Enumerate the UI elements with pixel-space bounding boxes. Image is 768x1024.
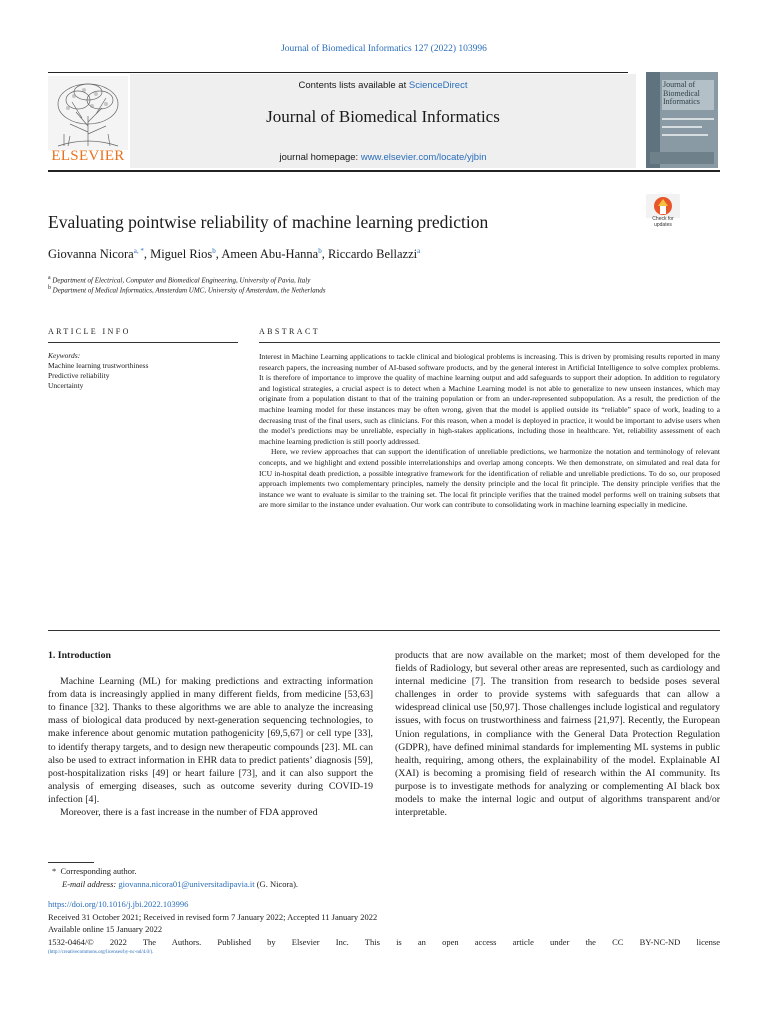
affiliation-text: Department of Electrical, Computer and Biomedical Engineering, University of Pavia, Italy xyxy=(52,276,311,285)
license-text: 1532-0464/© 2022 The Authors. Published by Elsevier Inc. This is an open access article under the CC BY-NC-ND license xyxy=(48,937,720,947)
body-paragraph: products that are now available on the market; most of them developed for the fields of Radiology, but several other areas are represented, such as cardiology and internal medicine [7]. The transition from research to bedside poses several challenges in order to provide systems with safeguards that can allow a widespread clinical use [50,97]. Those challenges include logistical and regulatory issues, with focus on trustworthiness and fairness [21,97]. Recently, the European Union regulations, in compliance with the General Data Protection Regulation (GDPR), have defined minimal standards for implementing ML systems in public health, requiring, among others, the explainability of the model. Explainable AI (XAI) is becoming a promising field of research within the AI community. Its purpose is to investigate methods for analyzing or complementing AI black box models to make the internal logic and output of algorithms transparent and/or interpretable. xyxy=(395,650,720,819)
abstract-bottom-rule xyxy=(48,630,720,631)
doi-link[interactable]: https://doi.org/10.1016/j.jbi.2022.103996 xyxy=(48,899,189,909)
keyword: Machine learning trustworthiness xyxy=(48,361,149,370)
body-right-column xyxy=(395,649,720,819)
author-affiliation-marker[interactable]: a, * xyxy=(133,247,144,255)
homepage-prefix: journal homepage: xyxy=(279,152,361,163)
affiliation xyxy=(48,275,310,284)
cover-title-line-2: Biomedical xyxy=(663,88,700,98)
email-label: E-mail address: xyxy=(62,879,119,889)
affiliation-text: Department of Medical Informatics, Amsterdam UMC, University of Amsterdam, the Netherlands xyxy=(52,286,326,295)
corresponding-author-note xyxy=(52,865,137,877)
abstract-body xyxy=(259,352,720,511)
available-online: Available online 15 January 2022 xyxy=(48,924,163,934)
email-note xyxy=(62,878,298,890)
elsevier-wordmark: ELSEVIER xyxy=(51,148,125,164)
abstract-rule xyxy=(259,342,720,343)
keyword: Predictive reliability xyxy=(48,371,110,380)
keyword: Uncertainty xyxy=(48,381,84,390)
homepage-link[interactable]: www.elsevier.com/locate/yjbin xyxy=(360,152,487,163)
asterisk-marker: * xyxy=(52,866,57,876)
author-affiliation-marker[interactable]: b xyxy=(212,247,216,255)
journal-cover[interactable] xyxy=(646,72,718,168)
author-affiliation-marker[interactable]: b xyxy=(318,247,322,255)
body-left-column xyxy=(48,649,373,819)
received-dates: Received 31 October 2021; Received in revised form 7 January 2022; Accepted 11 January 2022 xyxy=(48,912,378,922)
affiliation-marker: b xyxy=(48,285,51,291)
abstract-paragraph: Here, we review approaches that can support the identification of unreliable predictions, we harmonize the notation and terminology of relevant concepts, and we highlight and extend possible interrelationships and overlap among concepts. We then demonstrate, on simulated and real data for ICU in-hospital death prediction, a possible integrative framework for the identification of reliable and unreliable predictions. To do so, our proposed approach implements two complementary principles, namely the density principle and the local fit principle. The density principle verifies that the instance we want to evaluate is similar to the training set. The local fit principle verifies that the trained model performs well on training subsets that are more similar to the instance under evaluation. Our work can contribute to consolidating work in machine learning especially in medicine. xyxy=(259,447,720,510)
author-affiliation-marker[interactable]: a xyxy=(417,247,421,255)
header-top-rule xyxy=(48,72,628,73)
affiliation-marker: a xyxy=(48,275,51,281)
contents-line xyxy=(130,80,636,91)
author-name: Riccardo Bellazzi xyxy=(327,247,418,262)
license-link[interactable]: (http://creativecommons.org/licenses/by-nc-nd/4.0/). xyxy=(48,950,154,955)
sciencedirect-link[interactable]: ScienceDirect xyxy=(408,80,468,91)
footnote-rule xyxy=(48,862,94,863)
journal-homepage xyxy=(130,152,636,163)
body-paragraph: Machine Learning (ML) for making predictions and extracting information from data is increasingly applied in many different fields, from medicine [53,63] to finance [32]. Thanks to these algorithms we are able to analyze the increasing mass of biological data produced by next-generation sequencing technologies, to make inference about genomic mutation pathogenicity [69,5,67] or cell type [33], to identify therapy targets, and to design new therapeutic compounds [23]. ML can also be used to extract information in EHR data to predict patients’ diagnosis [59], post-hospitalization risks [49] or heart failure [73], and it can also support the analysis of emerging diseases, such as outcome severity during COVID-19 infection [4]. xyxy=(48,676,373,805)
contents-prefix: Contents lists available at xyxy=(298,80,409,91)
corresponding-author-text: Corresponding author. xyxy=(60,866,137,876)
article-title: Evaluating pointwise reliability of machine learning prediction xyxy=(48,212,489,232)
article-info-rule xyxy=(48,342,238,343)
abstract-paragraph: Interest in Machine Learning applications to tackle clinical and biological problems is increasing. This is driven by promising results reported in many research papers, the increasing number of AI-based software products, and by the general interest in Artificial Intelligence to solve complex problems. It is therefore of importance to improve the quality of machine learning output and add safeguards to support their adoption. In addition to regulatory and logistical strategies, a crucial aspect is to detect when a Machine Learning model is not able to generalize to new unseen instances, which may originate from a population distant to that of the training population or from an under-represented subpopulation. As a result, the prediction of the machine learning model for these instances may be often wrong, given that the model is applied outside its “reliable” space of work, leading to a decreasing trust of the final users, such as clinicians. For this reason, when a model is deployed in practice, it would be important to advise users when the model’s predictions may be unreliable, especially in high-stakes applications, including those in healthcare. Yet, reliability assessment of each machine learning prediction is still poorly addressed. xyxy=(259,352,720,446)
journal-title: Journal of Biomedical Informatics xyxy=(266,107,500,126)
body-paragraph: Moreover, there is a fast increase in the number of FDA approved xyxy=(60,807,318,819)
journal-citation[interactable]: Journal of Biomedical Informatics 127 (2022) 103996 xyxy=(281,44,487,54)
email-suffix: (G. Nicora). xyxy=(254,879,299,889)
abstract-heading: ABSTRACT xyxy=(259,327,320,336)
affiliation xyxy=(48,285,325,294)
author-name: Miguel Rios xyxy=(150,247,213,262)
keywords-label: Keywords: xyxy=(48,351,81,360)
check-updates-label: Check for updates xyxy=(652,216,674,228)
author-name: Ameen Abu-Hanna xyxy=(221,247,319,262)
keywords-block xyxy=(48,351,238,391)
email-link[interactable]: giovanna.nicora01@universitadipavia.it xyxy=(118,879,255,889)
header-bottom-rule xyxy=(48,170,720,172)
check-for-updates-badge[interactable] xyxy=(646,194,680,230)
author-list: Giovanna Nicora$^{a, *}$, Miguel Rios$^b$, Ameen Abu-Hanna$^b$, Riccardo Bellazzi$^a$ xyxy=(48,247,421,262)
cover-title xyxy=(663,81,700,107)
section-heading: 1. Introduction xyxy=(48,650,111,661)
check-updates-icon xyxy=(646,194,680,218)
cover-title-line-3: Informatics xyxy=(663,97,700,106)
cover-title-line-1: Journal of xyxy=(663,80,696,89)
elsevier-logo[interactable] xyxy=(48,76,128,166)
article-info-heading: ARTICLE INFO xyxy=(48,327,131,336)
author-name: Giovanna Nicora xyxy=(48,247,134,262)
